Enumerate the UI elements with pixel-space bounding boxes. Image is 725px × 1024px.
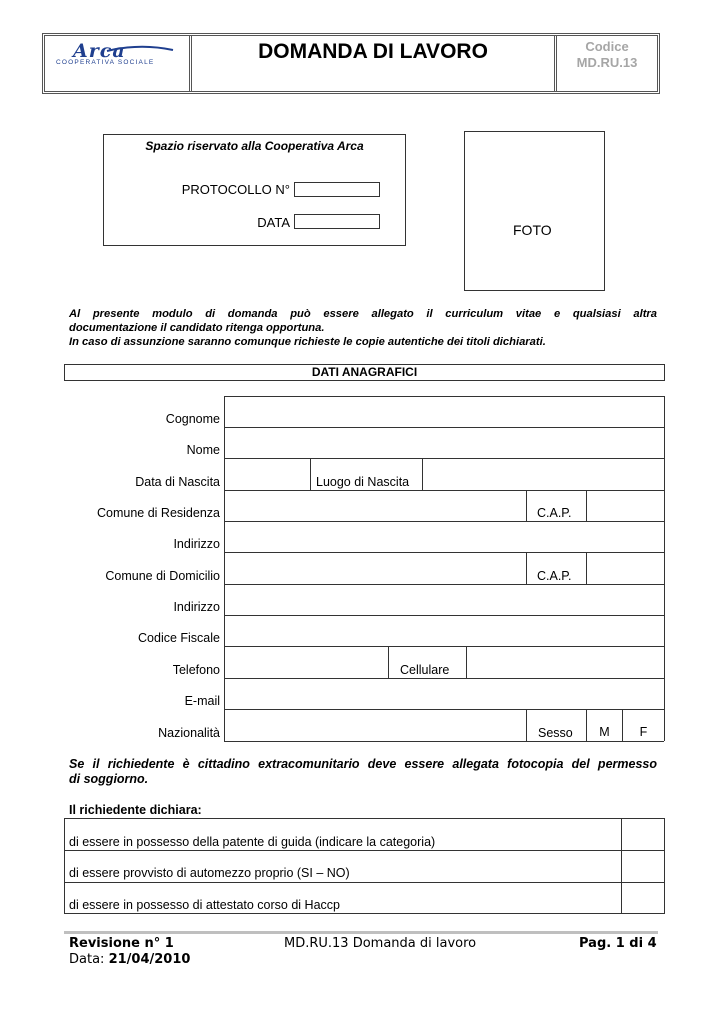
declaration-haccp-field[interactable] [622, 883, 664, 913]
email-label: E-mail [184, 694, 220, 708]
footer-page: Pag. 1 di 4 [579, 936, 657, 951]
sesso-m-option[interactable]: M [599, 725, 610, 739]
declares-title: Il richiedente dichiara: [69, 803, 202, 817]
footer-document: MD.RU.13 Domanda di lavoro [284, 936, 477, 951]
document-header [42, 33, 660, 94]
comune-residenza-label: Comune di Residenza [97, 506, 220, 520]
photo-label: FOTO [513, 222, 552, 238]
cap-residenza-label: C.A.P. [537, 506, 572, 520]
cognome-field[interactable] [225, 397, 664, 427]
comune-domicilio-field[interactable] [225, 553, 526, 584]
reserved-box [103, 134, 406, 246]
code-label: Codice [585, 39, 629, 54]
indirizzo-residenza-label: Indirizzo [173, 537, 220, 551]
logo-cell [45, 36, 192, 91]
declaration-patente: di essere in possesso della patente di guida (indicare la categoria) [69, 835, 436, 849]
telefono-field[interactable] [225, 647, 388, 678]
footer-revision: Revisione n° 1 [69, 936, 174, 951]
indirizzo-domicilio-field[interactable] [225, 585, 664, 615]
indirizzo-domicilio-label: Indirizzo [173, 600, 220, 614]
cap-residenza-field[interactable] [587, 491, 664, 521]
arca-logo: Arca [73, 40, 126, 62]
logo-swoosh-icon [105, 45, 175, 55]
comune-domicilio-label: Comune di Domicilio [105, 569, 220, 583]
notice-line-3: In caso di assunzione saranno comunque richieste le copie autentiche dei titoli dichiarati. [69, 336, 546, 348]
notice-line-1: Al presente modulo di domanda può essere allegato il curriculum vitae e qualsiasi altra [69, 308, 657, 320]
codice-fiscale-field[interactable] [225, 616, 664, 646]
telefono-label: Telefono [172, 663, 220, 677]
photo-box[interactable] [464, 131, 605, 291]
comune-residenza-field[interactable] [225, 491, 526, 521]
declaration-automezzo: di essere provvisto di automezzo proprio (SI – NO) [69, 866, 350, 880]
declaration-patente-field[interactable] [622, 819, 664, 850]
notice-line-2: documentazione il candidato ritenga opportuna. [69, 322, 325, 334]
declarations-table [64, 818, 665, 914]
extracom-note-line-2: di soggiorno. [69, 772, 149, 786]
declaration-automezzo-field[interactable] [622, 851, 664, 882]
luogo-nascita-label: Luogo di Nascita [316, 475, 410, 489]
cap-domicilio-field[interactable] [587, 553, 664, 584]
nome-label: Nome [186, 443, 220, 457]
cellulare-field[interactable] [467, 647, 664, 678]
sesso-f-option[interactable]: F [639, 725, 648, 739]
luogo-nascita-field[interactable] [423, 459, 664, 490]
data-nascita-field[interactable] [225, 459, 310, 490]
footer-date-label: Data: [69, 952, 105, 967]
data-nascita-label: Data di Nascita [135, 475, 220, 489]
email-field[interactable] [225, 679, 664, 709]
nome-field[interactable] [225, 428, 664, 458]
protocol-field[interactable] [294, 182, 380, 197]
code-value: MD.RU.13 [576, 55, 638, 70]
date-field[interactable] [294, 214, 380, 229]
cap-domicilio-label: C.A.P. [537, 569, 572, 583]
nazionalita-field[interactable] [225, 710, 526, 741]
cellulare-label: Cellulare [400, 663, 450, 677]
protocol-label: PROTOCOLLO N° [181, 182, 290, 197]
indirizzo-residenza-field[interactable] [225, 522, 664, 552]
footer-date [69, 952, 190, 967]
date-label: DATA [257, 215, 290, 230]
document-title: DOMANDA DI LAVORO [192, 36, 557, 91]
nazionalita-label: Nazionalità [158, 726, 220, 740]
footer-divider [64, 931, 658, 934]
sesso-label: Sesso [538, 726, 573, 740]
section-title: DATI ANAGRAFICI [64, 364, 665, 381]
reserved-title: Spazio riservato alla Cooperativa Arca [145, 139, 364, 153]
extracom-note-line-1: Se il richiedente è cittadino extracomunitario deve essere allegata fotocopia del permesso [69, 757, 657, 771]
footer-date-value: 21/04/2010 [108, 952, 191, 967]
cognome-label: Cognome [165, 412, 220, 426]
codice-fiscale-label: Codice Fiscale [138, 631, 220, 645]
document-code [557, 36, 657, 94]
declaration-haccp: di essere in possesso di attestato corso di Haccp [69, 898, 340, 912]
logo-subtitle: COOPERATIVA SOCIALE [56, 59, 155, 66]
